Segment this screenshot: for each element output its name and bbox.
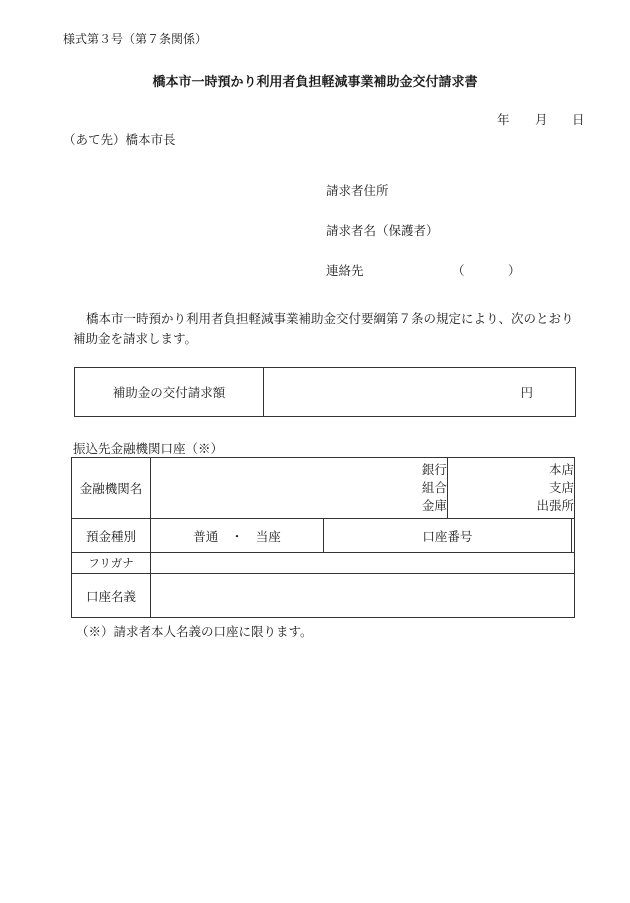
deposit-type-options[interactable]: 普通 ・ 当座 [151, 519, 324, 553]
form-number: 様式第３号（第７条関係） [63, 32, 208, 46]
branch-type-head: 本店 [548, 462, 574, 477]
amount-table [74, 367, 576, 417]
institution-type-vault: 金庫 [421, 498, 447, 513]
applicant-address-label: 請求者住所 [326, 183, 389, 198]
account-holder-field[interactable] [151, 574, 575, 618]
addressee: （あて先）橋本市長 [63, 132, 176, 147]
applicant-contact-label: 連絡先 [326, 263, 364, 278]
amount-field[interactable] [264, 368, 576, 417]
footnote: （※）請求者本人名義の口座に限ります。 [76, 624, 313, 639]
contact-paren-open: （ [452, 263, 465, 278]
furigana-label: フリガナ [72, 553, 151, 574]
account-holder-label: 口座名義 [72, 574, 151, 618]
branch-name-field[interactable] [447, 458, 574, 519]
institution-name-field[interactable] [151, 458, 448, 519]
branch-type-office: 出張所 [536, 498, 574, 513]
institution-label: 金融機関名 [72, 458, 151, 519]
document-title: 橋本市一時預かり利用者負担軽減事業補助金交付請求書 [152, 75, 478, 90]
date-year-label: 年 [497, 112, 510, 127]
contact-paren-close: ） [508, 263, 521, 278]
account-number-label: 口座番号 [324, 519, 572, 553]
institution-type-union: 組合 [421, 480, 447, 495]
deposit-type-label: 預金種別 [72, 519, 151, 553]
furigana-field[interactable] [151, 553, 575, 574]
account-number-field[interactable] [571, 519, 574, 553]
applicant-name-label: 請求者名（保護者） [326, 223, 439, 238]
date-month-label: 月 [535, 112, 548, 127]
branch-type-branch: 支店 [548, 480, 574, 495]
date-day-label: 日 [572, 112, 585, 127]
bank-section-title: 振込先金融機関口座（※） [73, 441, 224, 456]
body-paragraph: 橋本市一時預かり利用者負担軽減事業補助金交付要綱第７条の規定により、次のとおり補助金を請求します。 [73, 311, 574, 346]
amount-unit: 円 [520, 385, 533, 400]
amount-label: 補助金の交付請求額 [75, 368, 264, 417]
bank-account-table [71, 457, 575, 618]
institution-type-bank: 銀行 [421, 462, 447, 477]
